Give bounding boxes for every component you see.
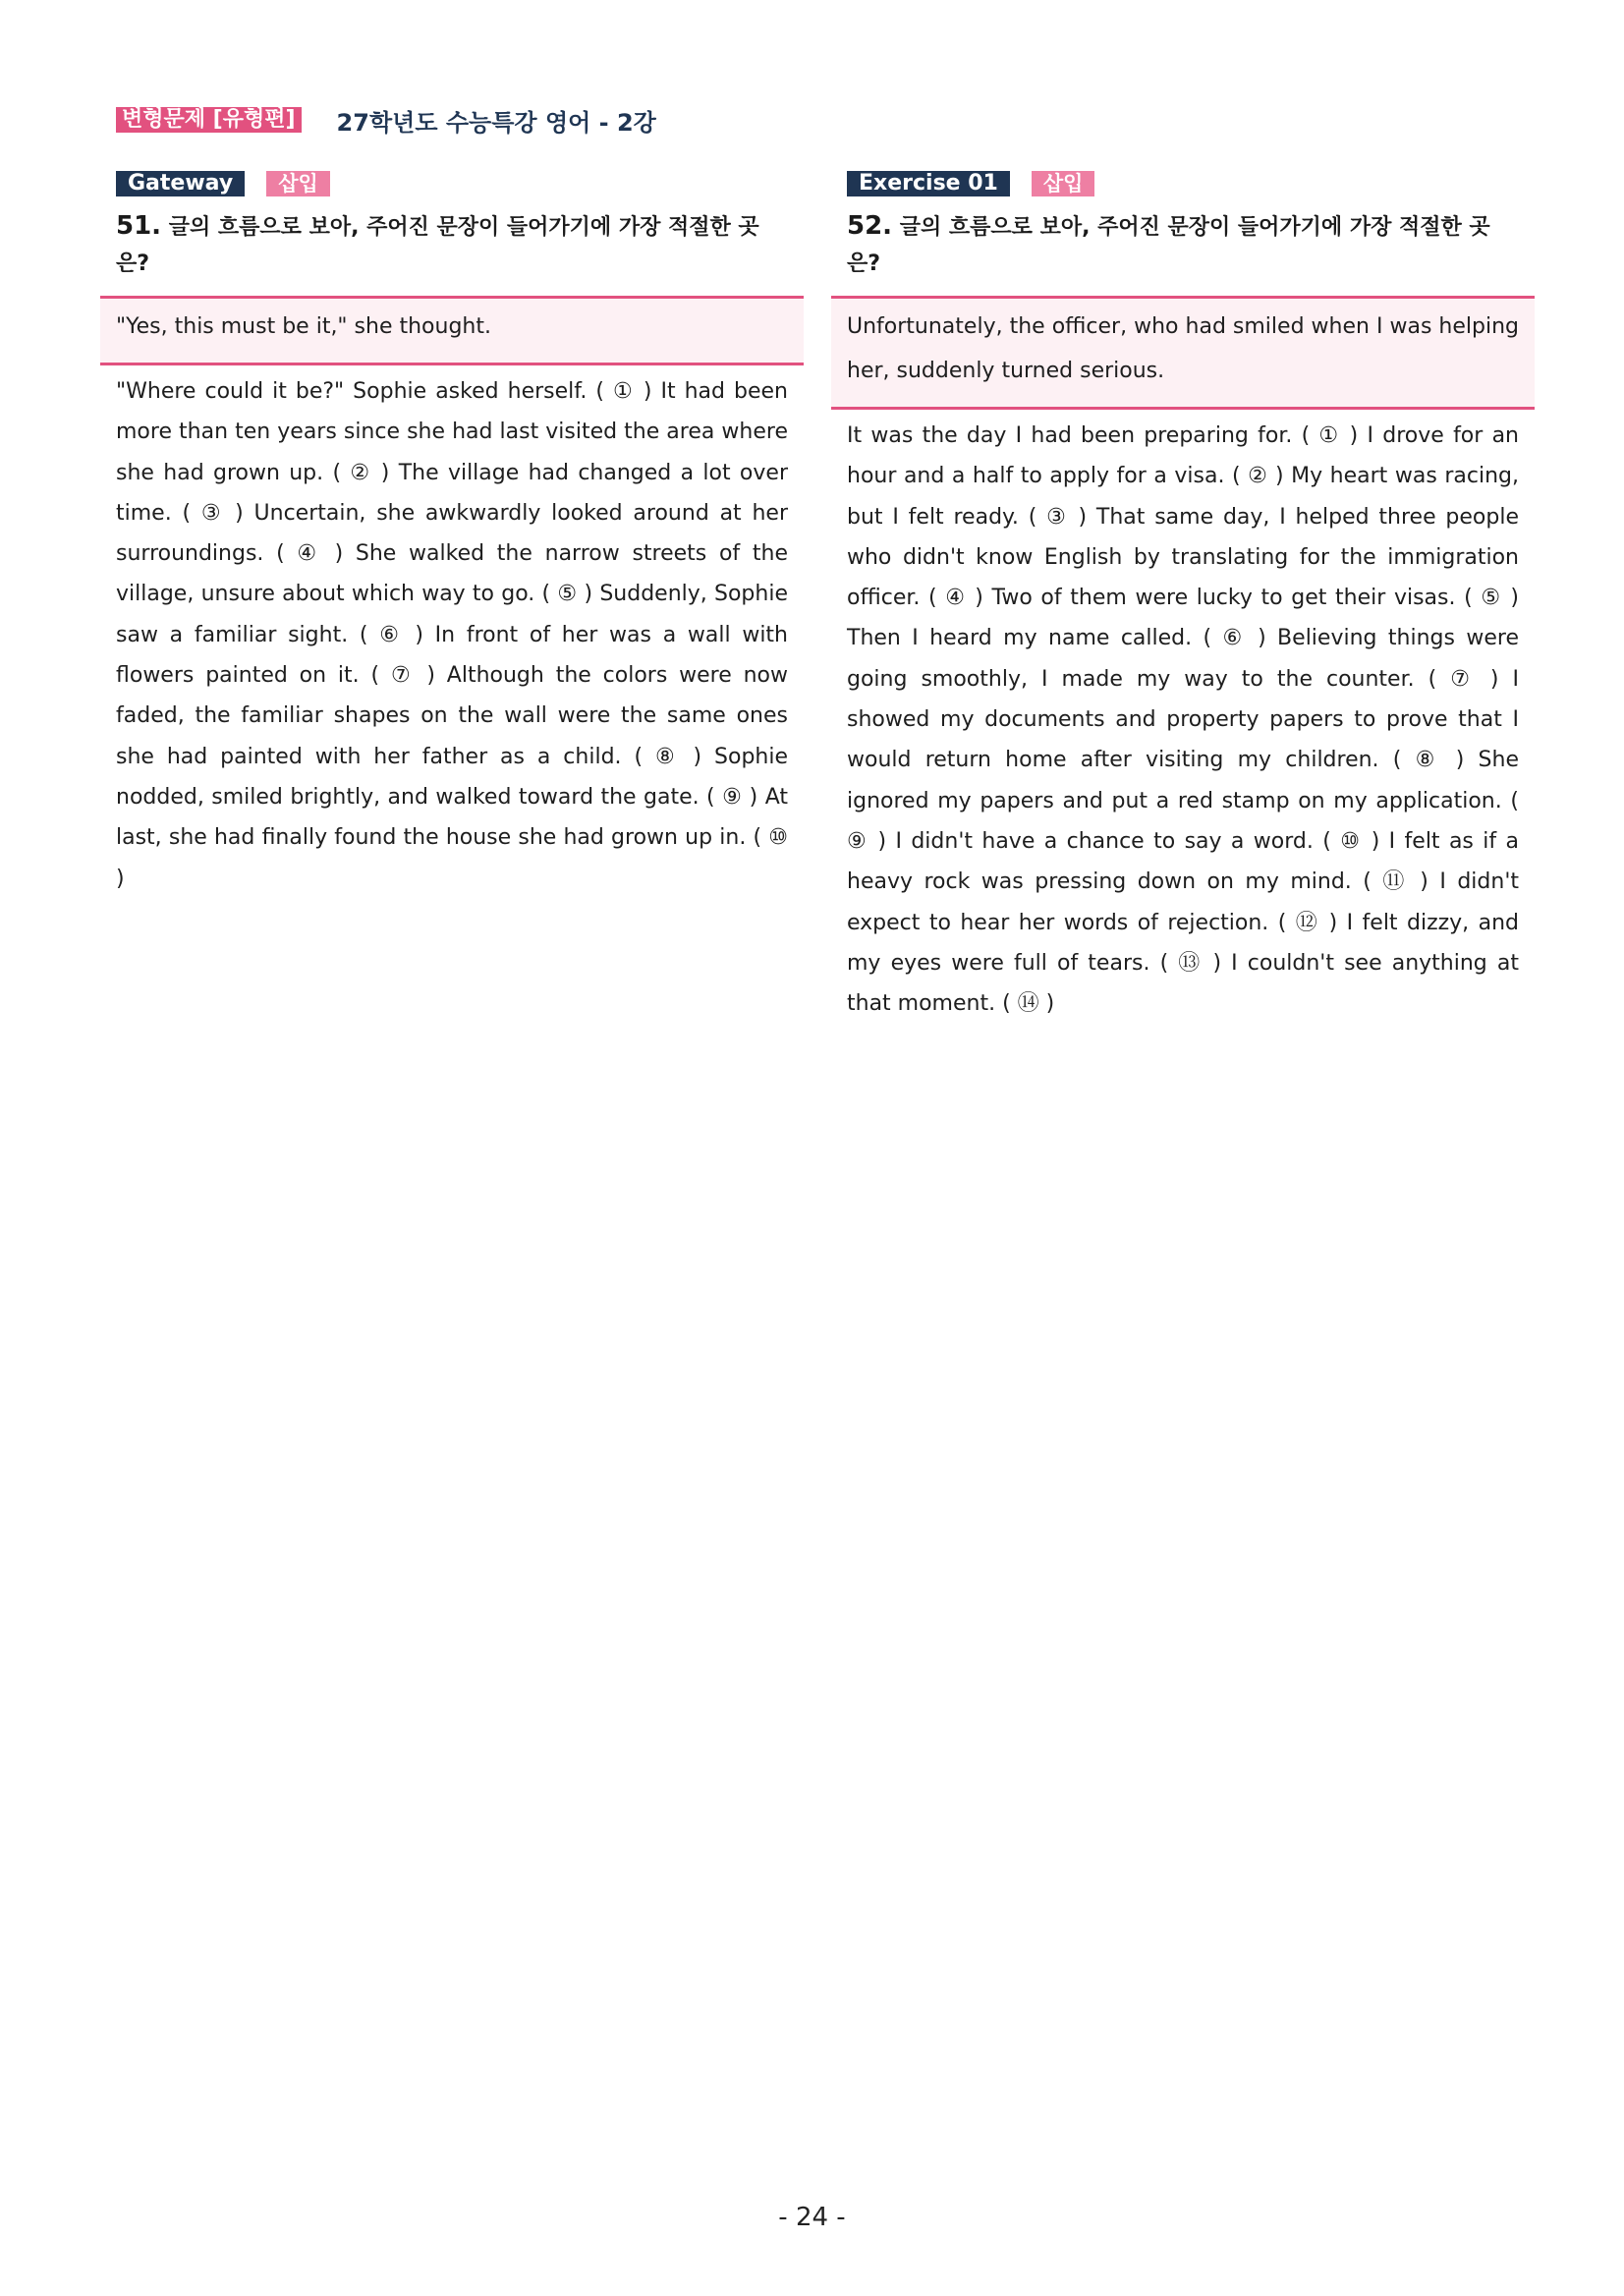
page-title: 27학년도 수능특강 영어 - 2강 bbox=[336, 108, 656, 137]
page-number: - 24 - bbox=[778, 2203, 846, 2232]
passage-text: It was the day I had been preparing for. ( ① ) I drove for an hour and a half to apply for a visa. ( ② ) My heart was racing, but I felt ready. ( ③ ) That same day, I helped three people who didn't know English by translating for the immigration officer. ( ④ ) Two of them were lucky to get their visas. ( ⑤ ) Then I heard my name called. ( ⑥ ) Believing things were going smoothly, I made my way to the counter. ( ⑦ ) I showed my documents and property papers to prove that I would return home after visiting my children. ( ⑧ ) She ignored my papers and put a red stamp on my application. ( ⑨ ) I didn't have a chance to say a word. ( ⑩ ) I felt as if a heavy rock was pressing down on my mind. ( ⑪ ) I didn't expect to hear her words of rejection. ( ⑫ ) I felt dizzy, and my eyes were full of tears. ( ⑬ ) I couldn't see anything at that moment. ( ⑭ ) bbox=[847, 423, 1519, 1017]
passage-text: "Where could it be?" Sophie asked herself. ( ① ) It had been more than ten years since she had last visited the area where she had grown up. ( ② ) The village had changed a lot over time. ( ③ ) Uncertain, she awkwardly looked around at her surroundings. ( ④ ) She walked the narrow streets of the village, unsure about which way to go. ( ⑤ ) Suddenly, Sophie saw a familiar sight. ( ⑥ ) In front of her was a wall with flowers painted on it. ( ⑦ ) Although the colors were now faded, the familiar shapes on the wall were the same ones she had painted with her father as a child. ( ⑧ ) Sophie nodded, smiled brightly, and walked toward the gate. ( ⑨ ) At last, she had finally found the house she had grown up in. ( ⑩ ) bbox=[116, 379, 788, 891]
section-badge: Exercise 01 bbox=[847, 171, 1010, 196]
type-badge: 삽입 bbox=[1032, 171, 1095, 196]
given-sentence: Unfortunately, the officer, who had smiled when I was helping her, suddenly turned serious. bbox=[847, 314, 1519, 383]
category-tag: 변형문제 [유형편] bbox=[116, 107, 302, 133]
question-prompt bbox=[116, 208, 784, 282]
question-51-column bbox=[100, 171, 804, 899]
given-sentence-box bbox=[831, 296, 1535, 410]
question-badges bbox=[847, 171, 1535, 196]
page-header bbox=[116, 106, 656, 137]
given-sentence-box bbox=[100, 296, 804, 365]
question-number: 51. bbox=[116, 211, 162, 241]
question-prompt bbox=[847, 208, 1515, 282]
question-number: 52. bbox=[847, 211, 893, 241]
section-badge: Gateway bbox=[116, 171, 245, 196]
question-text: 글의 흐름으로 보아, 주어진 문장이 들어가기에 가장 적절한 곳은? bbox=[847, 215, 1490, 276]
question-text: 글의 흐름으로 보아, 주어진 문장이 들어가기에 가장 적절한 곳은? bbox=[116, 215, 759, 276]
given-sentence: "Yes, this must be it," she thought. bbox=[116, 314, 491, 339]
question-52-column bbox=[831, 171, 1535, 1024]
question-badges bbox=[116, 171, 804, 196]
type-badge: 삽입 bbox=[266, 171, 330, 196]
